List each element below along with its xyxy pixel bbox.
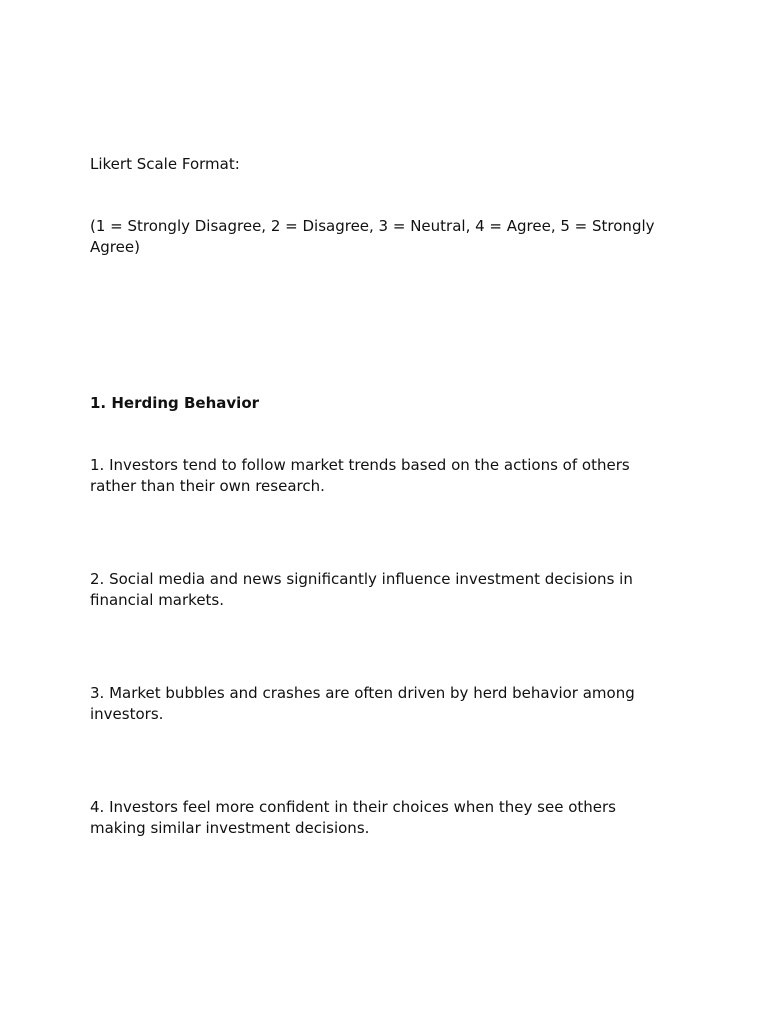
- list-item: 1. Investors tend to follow market trends based on the actions of others rather than their own research.: [90, 456, 630, 495]
- list-item: 2. Social media and news significantly influence investment decisions in financial markets.: [90, 570, 633, 609]
- likert-scale-description: (1 = Strongly Disagree, 2 = Disagree, 3 = Neutral, 4 = Agree, 5 = Strongly Agree): [90, 217, 655, 256]
- likert-format-label: Likert Scale Format:: [90, 155, 240, 173]
- list-item: 4. Investors feel more confident in their choices when they see others making similar investment decisions.: [90, 798, 616, 837]
- list-item: 3. Market bubbles and crashes are often driven by herd behavior among investors.: [90, 684, 635, 723]
- section-heading: 1. Herding Behavior: [90, 394, 260, 412]
